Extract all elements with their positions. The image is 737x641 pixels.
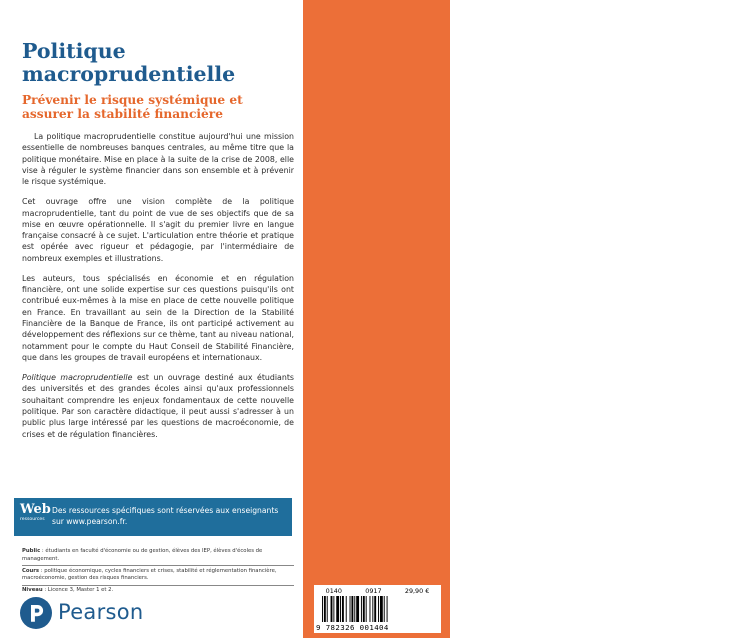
author-name: Laurent Clerc	[621, 118, 659, 125]
author-bio	[621, 191, 737, 250]
author-name: Taryk Bennani	[621, 40, 661, 46]
isbn: ISBN : 978-2-3260-0140-4	[621, 571, 643, 640]
author-sidebar	[303, 0, 737, 640]
niveau-label: Niveau	[22, 587, 43, 593]
blurb-paragraph: Cet ouvrage offre une vision complète de la politique macroprudentielle, tant du point de vue de ses objectifs que de sa mise en œuvre opérationnelle. Il s'agit du premier livre en langue française consacré à ce sujet. L'articulation entre théorie et pratique est opérée avec rigueur et pédagogie, par l'intermédiaire de nombreux exemples et illustrations.	[22, 197, 294, 263]
barcode-bar	[374, 596, 376, 622]
web-logo-subtext: ressources	[20, 517, 45, 522]
product-code: 0140	[325, 587, 342, 595]
barcode-bar	[354, 596, 355, 622]
book-title: Politique macroprudentielle	[22, 39, 236, 86]
author-bio	[621, 329, 737, 388]
barcode-bar	[333, 596, 334, 622]
author-text: dirige le service consacré à la politique macroprudentielle à la Banque de France. Spécialiste des questions de stabilité financière, telles que l'identification des risques systémiques et la mise en œuvre de la politique macroprudentielle, il intervient sur ces sujets dans des groupes de travail européens et internationaux. Ingénieur de formation, Taryk Bennani est également diplômé de l'ESSEC et de l'université de Stanford.	[621, 40, 737, 112]
barcode	[314, 585, 441, 633]
barcode-bar	[366, 596, 367, 622]
author-bio	[621, 257, 737, 323]
pearson-logo-icon	[19, 596, 53, 630]
niveau-line	[22, 587, 294, 595]
book-subtitle: Prévenir le risque systémique et assurer la stabilité financière	[22, 93, 243, 121]
author-name: Julien Idier	[621, 329, 652, 336]
barcode-bar	[351, 596, 353, 622]
public-label: Public	[22, 548, 41, 554]
barcode-bar	[378, 596, 379, 622]
author-bios	[621, 40, 737, 395]
divider	[22, 565, 294, 566]
barcode-bar	[336, 596, 339, 622]
barcode-bar	[331, 596, 333, 622]
barcode-bar	[384, 596, 385, 622]
barcode-bar	[363, 596, 365, 622]
blurb-paragraph	[22, 372, 294, 440]
barcode-bar	[387, 596, 388, 622]
author-text: est conseiller scientifique à la Banque de France. Elle est également professeur associé à l'université de Paris-Ouest-Nanterre et chercheur associé au Centre d'études et d'informations internationales. Spécialisée dans les domaines monétaires et financiers, elle est Docteur en économie de l'université Paris 1-Panthéon-Sorbonne.	[621, 191, 737, 250]
barcode-bar	[370, 596, 371, 622]
product-codes	[314, 587, 441, 595]
book-title-italic: Politique macroprudentielle	[22, 373, 133, 383]
author-name: Virginie Coudert	[621, 191, 667, 198]
barcode-bar	[327, 596, 328, 622]
blurb-paragraph: Les auteurs, tous spécialisés en économie et en régulation financière, ont une solide expertise sur ces questions puisqu'ils ont contribué eux-mêmes à la mise en place de cette nouvelle politique en France. En travaillant au sein de la Direction de la Stabilité Financière de la Banque de France, ils ont participé activement au développement des réflexions sur ce thème, tant au niveau national, notamment pour le compte du Haut Conseil de Stabilité Financière, que dans les groupes de travail européens et internationaux.	[22, 273, 294, 362]
author-text: est directeur de la stabilité financière à la Banque de France et professeur associé à l'université de Paris-Dauphine. Il a publié de nombreux articles sur la politique monétaire, la stabilité financière et les politiques macroprudentielles. Il est ancien élève de l'École normale supérieure de Cachan, agrégé de sciences sociales et diplômé de l'EHESS et de l'ENSAE ainsi que de la London School of Economics.	[621, 118, 737, 185]
barcode-bar	[361, 596, 362, 622]
web-logo-text: Web	[20, 502, 51, 517]
cours-line	[22, 568, 294, 583]
niveau-text: : Licence 3, Master 1 et 2.	[42, 587, 114, 593]
barcode-bar	[380, 596, 383, 622]
barcode-bar	[324, 596, 326, 622]
barcode-bar	[322, 596, 323, 622]
barcode-bar	[350, 596, 351, 622]
back-cover-main	[0, 0, 303, 638]
blurb-text: est un ouvrage destiné aux étudiants des universités et des grandes écoles ainsi qu'aux professionnels souhaitant comprendre les enjeux fondamentaux de cette nouvelle politique. Par son caractère didactique, il peut aussi s'adresser à un public plus large intéressé par les questions de macroéconomie, de crises et de régulation financières.	[22, 373, 294, 439]
web-resources-box	[14, 498, 292, 536]
author-bio	[621, 119, 737, 185]
web-resources-text: Des ressources spécifiques sont réservées aux enseignants sur www.pearson.fr.	[52, 506, 279, 526]
web-resources-logo	[20, 502, 51, 531]
author-text: est conseillère technique au cabinet du gouverneur de la Banque de France. Précédemment économiste au sein du service consacré à la politique macroprudentielle, elle a à ce titre participé à plusieurs groupes de travail du Comité de Bâle et du Comité européen du risque systémique. Elle est ancienne élève de l'École normale supérieure de Cachan et diplômée de Sciences Po Paris.	[621, 256, 737, 323]
cours-label: Cours	[22, 567, 40, 574]
cours-text: : politique économique, cycles financiers et crises, stabilité et réglementation financière, macroéconomie, gestion des risques financiers.	[22, 567, 277, 581]
author-name: Marine Dujardin	[621, 256, 666, 263]
audience-info	[22, 548, 294, 595]
barcode-digits: 9 782326 001404	[316, 623, 389, 632]
barcode-bar	[346, 596, 347, 622]
barcode-bar	[340, 596, 341, 622]
divider	[22, 585, 294, 586]
barcode-bars-icon	[322, 596, 434, 622]
public-text: : étudiants en faculté d'économie ou de gestion, élèves des IEP, élèves d'écoles de management.	[22, 548, 263, 562]
product-code: 0917	[365, 587, 382, 595]
public-line	[22, 548, 294, 563]
author-text: codirige le service dédié à la politique macroprudentielle à la Banque de France. Il travaille sur des sujets clés de stabilité financière, tels que l'identification des risques systémiques et la mise en œuvre de la politique macroprudentielle, et intervient dans des groupes de travail européens et internationaux. Il est Docteur en économie de l'université Paris 1-Panthéon-Sorbonne.	[621, 329, 737, 388]
barcode-bar	[372, 596, 373, 622]
barcode-bar	[356, 596, 359, 622]
blurb-paragraph: La politique macroprudentielle constitue aujourd'hui une mission essentielle de nombreuses banques centrales, au même titre que la politique monétaire. Mise en place à la suite de la crise de 2008, elle vise à réguler le système financier dans son ensemble et à prévenir le risque systémique.	[22, 132, 294, 187]
price: 29,90 €	[404, 587, 430, 595]
publisher-name: Pearson	[58, 600, 144, 624]
barcode-bar	[342, 596, 344, 622]
author-bio	[621, 40, 737, 112]
publisher-url: www.pearson.fr	[621, 555, 686, 565]
blurb	[22, 131, 294, 449]
